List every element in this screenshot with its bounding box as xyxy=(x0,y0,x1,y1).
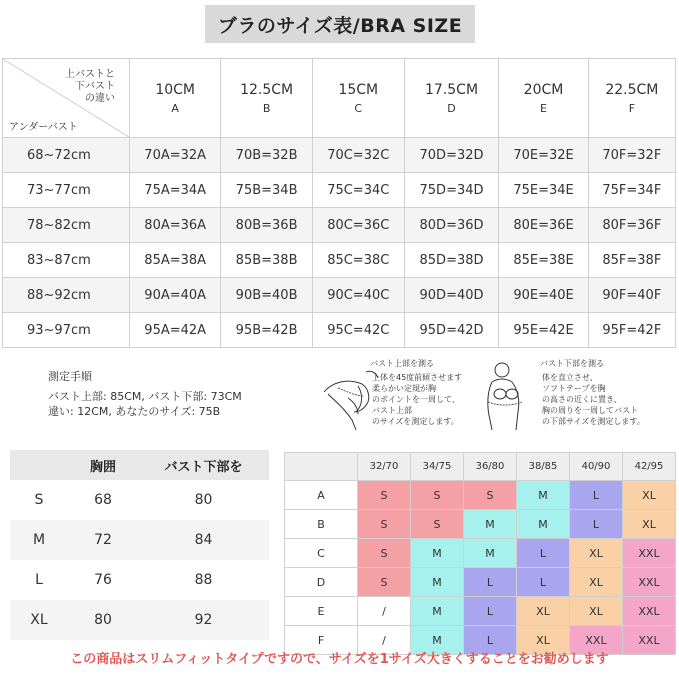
corner-label-underbust: アンダーバスト xyxy=(9,122,78,133)
grid-cup-label: B xyxy=(285,510,358,539)
size-cell: 80D=36D xyxy=(404,208,499,243)
grid-size-cell: / xyxy=(358,626,411,655)
cup-difference-cm: 10CM xyxy=(155,81,196,98)
grid-row xyxy=(285,568,676,597)
grid-size-cell: XXL xyxy=(623,568,676,597)
size-cell: 80B=36B xyxy=(221,208,312,243)
size-cell: 85D=38D xyxy=(404,243,499,278)
small-table-row xyxy=(10,520,269,560)
grid-size-cell: S xyxy=(411,481,464,510)
grid-size-cell: XL xyxy=(517,626,570,655)
grid-header-cell: 40/90 xyxy=(570,453,623,481)
small-table-cell-under: 84 xyxy=(194,532,213,548)
grid-size-cell: M xyxy=(464,539,517,568)
size-cell: 85E=38E xyxy=(499,243,588,278)
grid-header-cell xyxy=(285,453,358,481)
size-cell: 95B=42B xyxy=(221,313,312,348)
small-table-cell-size: S xyxy=(34,492,44,508)
grid-size-cell: L xyxy=(517,539,570,568)
lower-bust-text: 体を直立させ、 ソフトテープを胸 の高さの近くに置き、 胸の周りを一周してバスト の下部サイズを測定します。 xyxy=(542,373,645,426)
page-title: ブラのサイズ表/BRA SIZE xyxy=(205,5,475,43)
table-row xyxy=(3,173,676,208)
small-table-row xyxy=(10,480,269,520)
grid-size-cell: S xyxy=(358,539,411,568)
size-cell: 70B=32B xyxy=(221,138,312,173)
grid-size-cell: M xyxy=(517,510,570,539)
grid-size-cell: XL xyxy=(570,568,623,597)
cup-difference-cm: 20CM xyxy=(523,81,564,98)
grid-header-cell: 34/75 xyxy=(411,453,464,481)
small-table-cell-chest: 80 xyxy=(94,612,112,628)
measure-example-1: バスト上部: 85CM, バスト下部: 73CM xyxy=(48,390,242,403)
grid-size-cell: XL xyxy=(570,597,623,626)
cup-letter: F xyxy=(628,101,636,115)
grid-cup-label: E xyxy=(285,597,358,626)
small-table-row xyxy=(10,600,269,640)
cup-difference-cm: 17.5CM xyxy=(425,81,479,98)
grid-size-cell: L xyxy=(464,597,517,626)
cup-column-header xyxy=(221,59,312,138)
underbust-range: 73~77cm xyxy=(3,173,130,208)
small-table-cell-under: 92 xyxy=(194,612,213,628)
grid-size-cell: L xyxy=(464,568,517,597)
size-cell: 90F=40F xyxy=(588,278,675,313)
cup-letter: E xyxy=(540,101,547,115)
grid-header-cell: 36/80 xyxy=(464,453,517,481)
grid-row xyxy=(285,597,676,626)
grid-header-cell: 42/95 xyxy=(623,453,676,481)
grid-size-cell: S xyxy=(358,568,411,597)
cup-difference-cm: 12.5CM xyxy=(240,81,294,98)
underbust-range: 78~82cm xyxy=(3,208,130,243)
grid-size-cell: XXL xyxy=(623,597,676,626)
underbust-range: 83~87cm xyxy=(3,243,130,278)
grid-size-cell: XL xyxy=(517,597,570,626)
size-color-grid xyxy=(284,452,676,655)
grid-size-cell: XXL xyxy=(570,626,623,655)
size-cell: 80A=36A xyxy=(130,208,221,243)
size-cell: 90B=40B xyxy=(221,278,312,313)
grid-header-cell: 38/85 xyxy=(517,453,570,481)
size-cell: 80E=36E xyxy=(499,208,588,243)
lower-bust-label: バスト下部を測る xyxy=(540,359,604,368)
size-cell: 90A=40A xyxy=(130,278,221,313)
grid-size-cell: M xyxy=(411,597,464,626)
size-cell: 75C=34C xyxy=(312,173,404,208)
size-cell: 90C=40C xyxy=(312,278,404,313)
small-table-cell-chest: 72 xyxy=(94,532,112,548)
cup-letter: B xyxy=(262,101,271,115)
cup-column-header xyxy=(130,59,221,138)
small-table-cell-size: XL xyxy=(30,612,48,628)
grid-row xyxy=(285,539,676,568)
small-table-row xyxy=(10,560,269,600)
grid-size-cell: M xyxy=(411,626,464,655)
small-table-header-cell: バスト下部を xyxy=(164,459,243,475)
grid-size-cell: XL xyxy=(570,539,623,568)
grid-size-cell: / xyxy=(358,597,411,626)
grid-cup-label: A xyxy=(285,481,358,510)
table-row xyxy=(3,243,676,278)
simple-size-table xyxy=(10,450,269,640)
lower-bust-illustration xyxy=(478,360,544,432)
size-cell: 95D=42D xyxy=(404,313,499,348)
size-cell: 75D=34D xyxy=(404,173,499,208)
table-row xyxy=(3,208,676,243)
grid-size-cell: XXL xyxy=(623,626,676,655)
size-cell: 85A=38A xyxy=(130,243,221,278)
grid-size-cell: S xyxy=(464,481,517,510)
table-row xyxy=(3,278,676,313)
size-cell: 90E=40E xyxy=(499,278,588,313)
grid-cup-label: D xyxy=(285,568,358,597)
grid-size-cell: S xyxy=(358,481,411,510)
size-cell: 75F=34F xyxy=(588,173,675,208)
size-cell: 85B=38B xyxy=(221,243,312,278)
grid-size-cell: S xyxy=(411,510,464,539)
size-cell: 90D=40D xyxy=(404,278,499,313)
cup-difference-cm: 22.5CM xyxy=(605,81,659,98)
table-row xyxy=(3,313,676,348)
grid-size-cell: L xyxy=(517,568,570,597)
grid-size-cell: L xyxy=(464,626,517,655)
cup-column-header xyxy=(588,59,675,138)
size-cell: 95E=42E xyxy=(499,313,588,348)
grid-size-cell: XL xyxy=(623,481,676,510)
cup-difference-cm: 15CM xyxy=(338,81,379,98)
size-cell: 95C=42C xyxy=(312,313,404,348)
size-cell: 85C=38C xyxy=(312,243,404,278)
upper-bust-text: 上体を45度前傾させます 柔らかい定規が胸 のポイントを一周して、 バスト上部 のサイズを測定します。 xyxy=(372,373,463,426)
cup-letter: C xyxy=(354,101,363,115)
cup-column-header xyxy=(404,59,499,138)
small-table-cell-chest: 76 xyxy=(94,572,112,588)
bra-size-table xyxy=(2,58,676,348)
size-cell: 70A=32A xyxy=(130,138,221,173)
size-cell: 85F=38F xyxy=(588,243,675,278)
underbust-range: 88~92cm xyxy=(3,278,130,313)
grid-row xyxy=(285,510,676,539)
size-cell: 80F=36F xyxy=(588,208,675,243)
small-table-cell-under: 80 xyxy=(194,492,213,508)
grid-cup-label: C xyxy=(285,539,358,568)
size-cell: 70F=32F xyxy=(588,138,675,173)
small-table-cell-size: L xyxy=(35,572,43,588)
underbust-range: 68~72cm xyxy=(3,138,130,173)
grid-size-cell: XL xyxy=(623,510,676,539)
grid-header-cell: 32/70 xyxy=(358,453,411,481)
measure-example-2: 違い: 12CM, あなたのサイズ: 75B xyxy=(48,405,221,418)
table-corner-header xyxy=(3,59,130,138)
grid-row xyxy=(285,481,676,510)
size-cell: 70C=32C xyxy=(312,138,404,173)
size-cell: 75B=34B xyxy=(221,173,312,208)
size-cell: 70D=32D xyxy=(404,138,499,173)
grid-cup-label: F xyxy=(285,626,358,655)
cup-letter: A xyxy=(171,101,179,115)
cup-letter: D xyxy=(447,101,456,115)
size-cell: 70E=32E xyxy=(499,138,588,173)
grid-size-cell: M xyxy=(464,510,517,539)
cup-column-header xyxy=(499,59,588,138)
size-cell: 75A=34A xyxy=(130,173,221,208)
grid-size-cell: M xyxy=(411,568,464,597)
small-table-header-cell: 胸囲 xyxy=(89,459,116,475)
measure-title: 測定手順 xyxy=(48,370,92,383)
size-cell: 75E=34E xyxy=(499,173,588,208)
grid-size-cell: L xyxy=(570,481,623,510)
size-cell: 95A=42A xyxy=(130,313,221,348)
small-table-cell-under: 88 xyxy=(194,572,213,588)
corner-label-difference: 上バストと 下バスト の違い xyxy=(65,69,115,104)
size-cell: 95F=42F xyxy=(588,313,675,348)
small-table-cell-chest: 68 xyxy=(94,492,112,508)
grid-size-cell: M xyxy=(411,539,464,568)
grid-size-cell: L xyxy=(570,510,623,539)
footer-note: この商品はスリムフィットタイプですので、サイズを1サイズ大きくすることをお勧めします xyxy=(70,652,609,667)
small-table-header xyxy=(10,450,269,480)
table-row xyxy=(3,138,676,173)
grid-size-cell: XXL xyxy=(623,539,676,568)
upper-bust-label: バスト上部を測る xyxy=(370,359,434,368)
underbust-range: 93~97cm xyxy=(3,313,130,348)
cup-column-header xyxy=(312,59,404,138)
size-cell: 80C=36C xyxy=(312,208,404,243)
grid-size-cell: M xyxy=(517,481,570,510)
grid-size-cell: S xyxy=(358,510,411,539)
small-table-cell-size: M xyxy=(32,532,46,548)
